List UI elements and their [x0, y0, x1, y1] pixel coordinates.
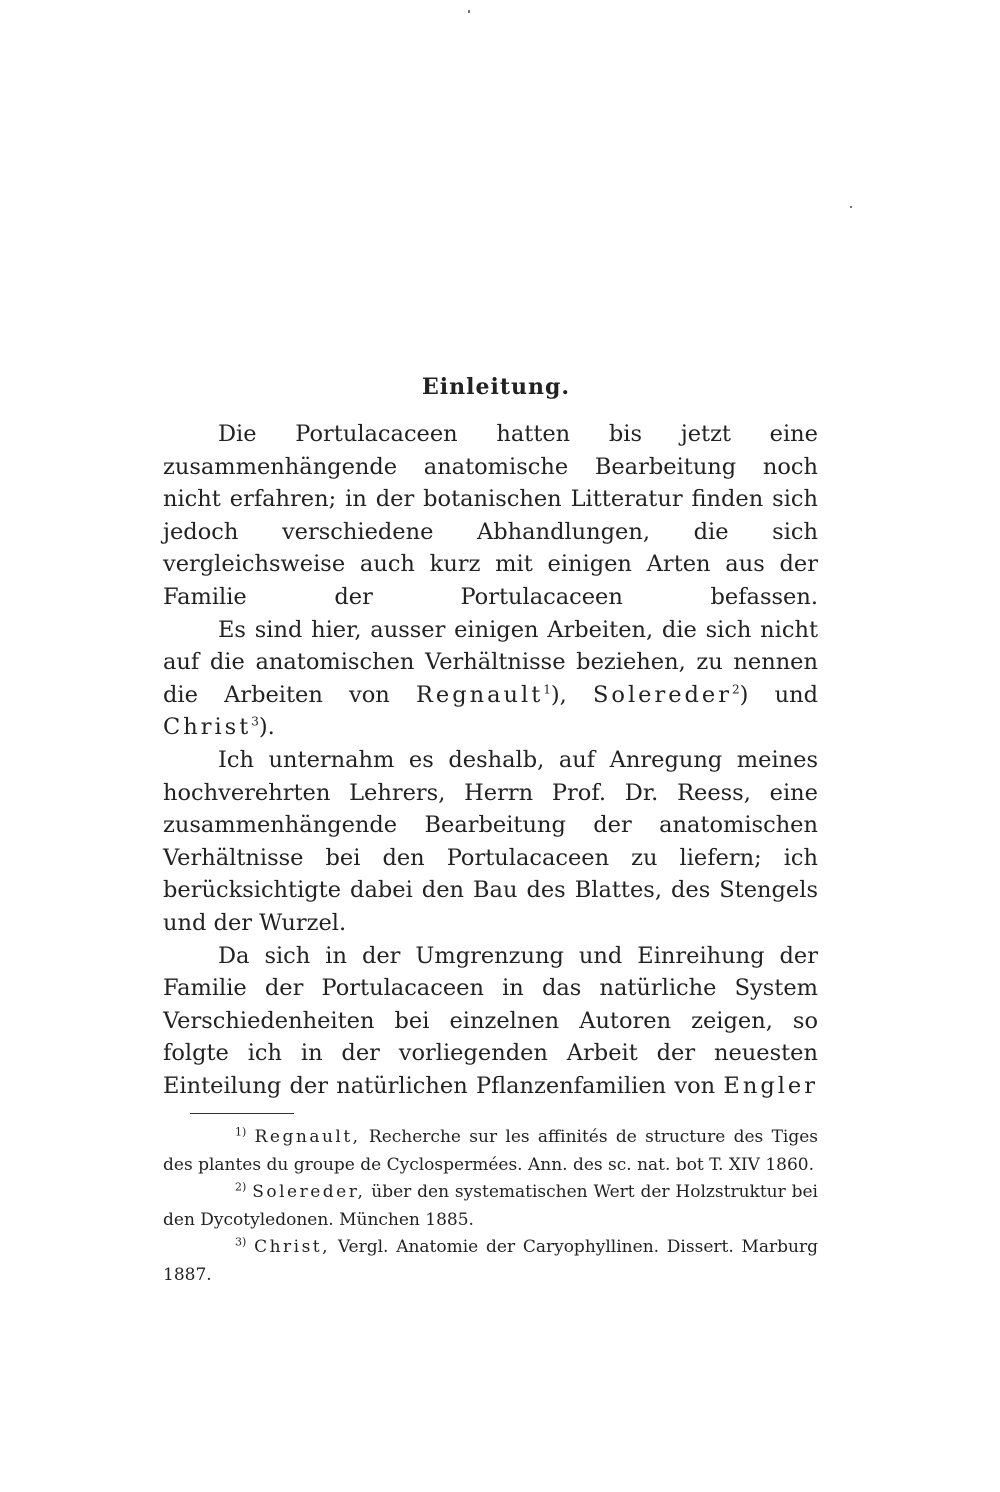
footnote-3: [163, 1234, 818, 1289]
paragraph-2-intro: Es sind hier, ausser einigen Arbeiten, die sich nicht auf die anatomischen Verhältnisse beziehen, zu nennen die Arbeiten von: [163, 616, 818, 708]
paragraph-1: Die Portulacaceen hatten bis jetzt eine zusammenhängende anatomische Bearbeitung noch nicht erfahren; in der botanischen Litteratur finden sich jedoch verschiedene Abhandlungen, die sich vergleichsweise auch kurz mit einigen Arten aus der Familie der Portulacaceen befassen.: [163, 421, 818, 610]
paragraph-4-text: Da sich in der Umgrenzung und Einreihung der Familie der Portulacaceen in das natürliche System Verschiedenheiten bei einzelnen Autoren zeigen, so folgte ich in der vorliegenden Arbeit der neuesten Einteilung der natürlichen Pflanzenfamilien von: [163, 942, 818, 1099]
footnotes: [163, 1124, 818, 1289]
footnote-ref-3: 3: [251, 714, 259, 729]
ref-close-2: ): [739, 681, 749, 708]
footnote-text: Recherche sur les affinités de structure des Tiges des plantes du groupe de Cyclospermées. Ann. des sc. nat. bot T. XIV 1860.: [163, 1127, 819, 1175]
footnote-1: [163, 1124, 818, 1179]
scan-speck: [850, 206, 852, 208]
footnote-author: Solereder,: [252, 1182, 366, 1202]
author-solereder: Solereder: [592, 681, 733, 708]
footnote-ref-2: 2: [732, 682, 740, 697]
footnote-2: [163, 1179, 818, 1234]
footnote-mark: 3): [235, 1235, 247, 1249]
ref-close-1: ),: [550, 681, 567, 708]
footnote-mark: 1): [235, 1125, 247, 1139]
footnote-ref-1: 1: [543, 682, 551, 697]
ref-close-3: ).: [258, 714, 275, 741]
footnote-author: Christ,: [254, 1237, 331, 1257]
paragraph-3: Ich unternahm es deshalb, auf Anregung meines hochverehrten Lehrers, Herrn Prof. Dr. Reess, eine zusammenhängende Bearbeitung der anatomischen Verhältnisse bei den Portulacaceen zu liefern; ich berücksichtigte dabei den Bau des Blattes, des Stengels und der Wurzel.: [163, 746, 818, 936]
scan-speck: [468, 10, 470, 13]
paragraph-4: [163, 940, 818, 1103]
footnote-text: über den systematischen Wert der Holzstruktur bei den Dycotyledonen. München 1885.: [163, 1182, 818, 1230]
body-text: [163, 418, 818, 1102]
footnote-author: Regnault,: [254, 1127, 361, 1147]
section-heading: Einleitung.: [421, 374, 571, 400]
author-christ: Christ: [163, 714, 252, 741]
author-engler: Engler: [723, 1072, 819, 1099]
footnote-text: Vergl. Anatomie der Caryophyllinen. Dissert. Marburg 1887.: [163, 1237, 819, 1285]
paragraph-2: [163, 614, 818, 744]
footnote-mark: 2): [235, 1180, 247, 1194]
author-regnault: Regnault: [415, 681, 544, 708]
footnote-divider: [190, 1113, 294, 1114]
conjunction: und: [774, 681, 818, 708]
